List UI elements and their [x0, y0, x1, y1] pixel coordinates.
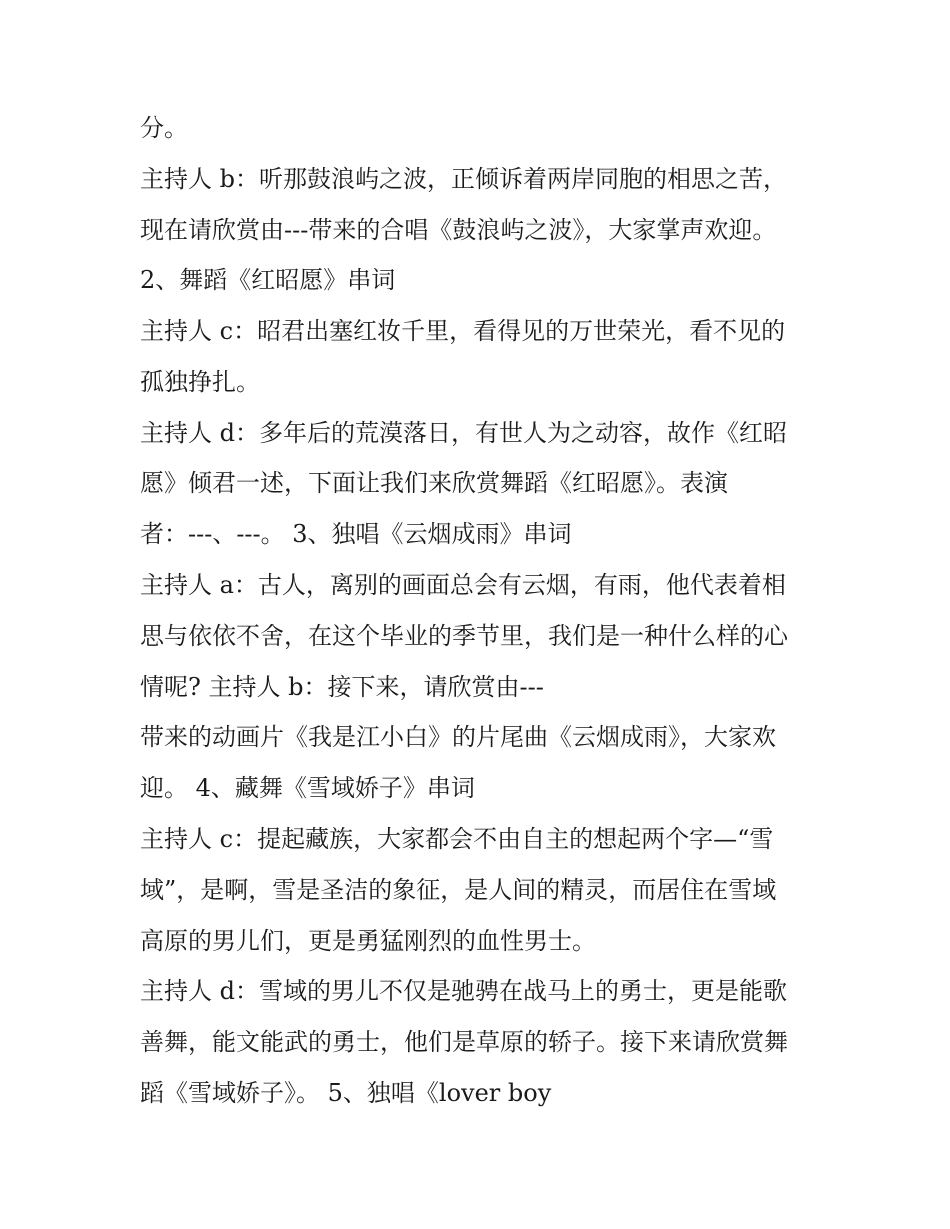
section-heading: 2、舞蹈《红昭愿》串词: [140, 266, 396, 294]
text-line: 主持人 d：多年后的荒漠落日，有世人为之动容，故作《红昭: [140, 419, 787, 447]
text-line: 主持人 c：提起藏族，大家都会不由自主的想起两个字—“雪: [140, 825, 774, 853]
text-line: 主持人 b：听那鼓浪屿之波，正倾诉着两岸同胞的相思之苦，: [140, 165, 787, 193]
text-line: 情呢? 主持人 b：接下来，请欣赏由---: [140, 673, 544, 701]
text-line: 蹈《雪域娇子》。 5、独唱《lover boy: [140, 1079, 552, 1107]
text-line: 带来的动画片《我是江小白》的片尾曲《云烟成雨》，大家欢: [140, 723, 776, 751]
text-line: 孤独挣扎。: [140, 368, 260, 396]
text-line: 思与依依不舍，在这个毕业的季节里，我们是一种什么样的心: [140, 622, 788, 650]
text-line: 分。: [140, 114, 188, 142]
text-line: 域”，是啊，雪是圣洁的象征，是人间的精灵，而居住在雪域: [140, 876, 777, 904]
text-line: 善舞，能文能武的勇士，他们是草原的轿子。接下来请欣赏舞: [140, 1028, 788, 1056]
text-line: 主持人 d：雪域的男儿不仅是驰骋在战马上的勇士，更是能歌: [140, 977, 787, 1005]
text-line: 主持人 a：古人，离别的画面总会有云烟，有雨，他代表着相: [140, 571, 786, 599]
text-line: 现在请欣赏由---带来的合唱《鼓浪屿之波》，大家掌声欢迎。: [140, 216, 777, 244]
text-line: 迎。 4、藏舞《雪域娇子》串词: [140, 774, 475, 802]
text-line: 主持人 c：昭君出塞红妆千里，看得见的万世荣光，看不见的: [140, 317, 786, 345]
text-line: 高原的男儿们，更是勇猛刚烈的血性男士。: [140, 927, 596, 955]
text-line: 愿》倾君一述，下面让我们来欣赏舞蹈《红昭愿》。表演: [140, 469, 728, 497]
text-line: 者：---、---。 3、独唱《云烟成雨》串词: [140, 520, 572, 548]
